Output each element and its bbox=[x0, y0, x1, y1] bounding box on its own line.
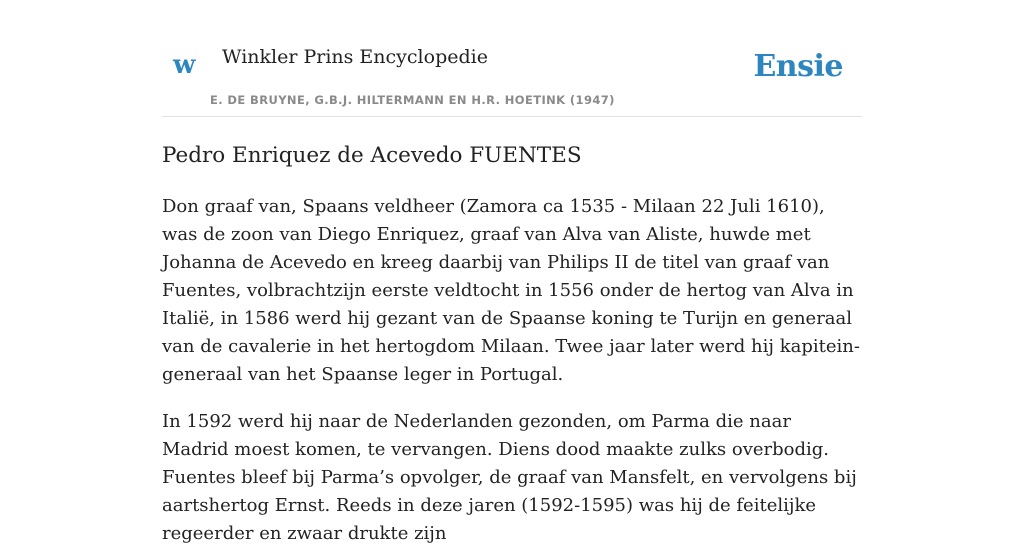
encyclopedia-authors: E. DE BRUYNE, G.B.J. HILTERMANN EN H.R. HOETINK (1947) bbox=[210, 93, 615, 107]
article-paragraph: Don graaf van, Spaans veldheer (Zamora ca 1535 - Milaan 22 Juli 1610), was de zoon van Diego Enriquez, graaf van Alva van Aliste, huwde met Johanna de Acevedo en kreeg daarbij van Philips II de titel van graaf van Fuentes, volbrachtzijn eerste veldtocht in 1556 onder de hertog van Alva in Italië, in 1586 werd hij gezant van de Spaanse koning te Turijn en generaal van de cavalerie in het hertogdom Milaan. Twee jaar later werd hij kapitein-generaal van het Spaanse leger in Portugal. bbox=[162, 195, 860, 385]
article-title: Pedro Enriquez de Acevedo FUENTES bbox=[162, 143, 582, 168]
encyclopedia-title[interactable]: Winkler Prins Encyclopedie bbox=[222, 46, 488, 68]
winkler-prins-logo[interactable]: w bbox=[173, 50, 196, 80]
site-header bbox=[162, 0, 862, 117]
page bbox=[162, 0, 862, 548]
ensie-logo[interactable]: Ensie bbox=[753, 49, 843, 84]
article-paragraph: In 1592 werd hij naar de Nederlanden gezonden, om Parma die naar Madrid moest komen, te vervangen. Diens dood maakte zulks overbodig. Fuentes bleef bij Parma’s opvolger, de graaf van Mansfelt, en vervolgens bij aartshertog Ernst. Reeds in deze jaren (1592-1595) was hij de feitelijke regeerder en zwaar drukte zijn bbox=[162, 410, 857, 544]
article bbox=[162, 143, 862, 548]
